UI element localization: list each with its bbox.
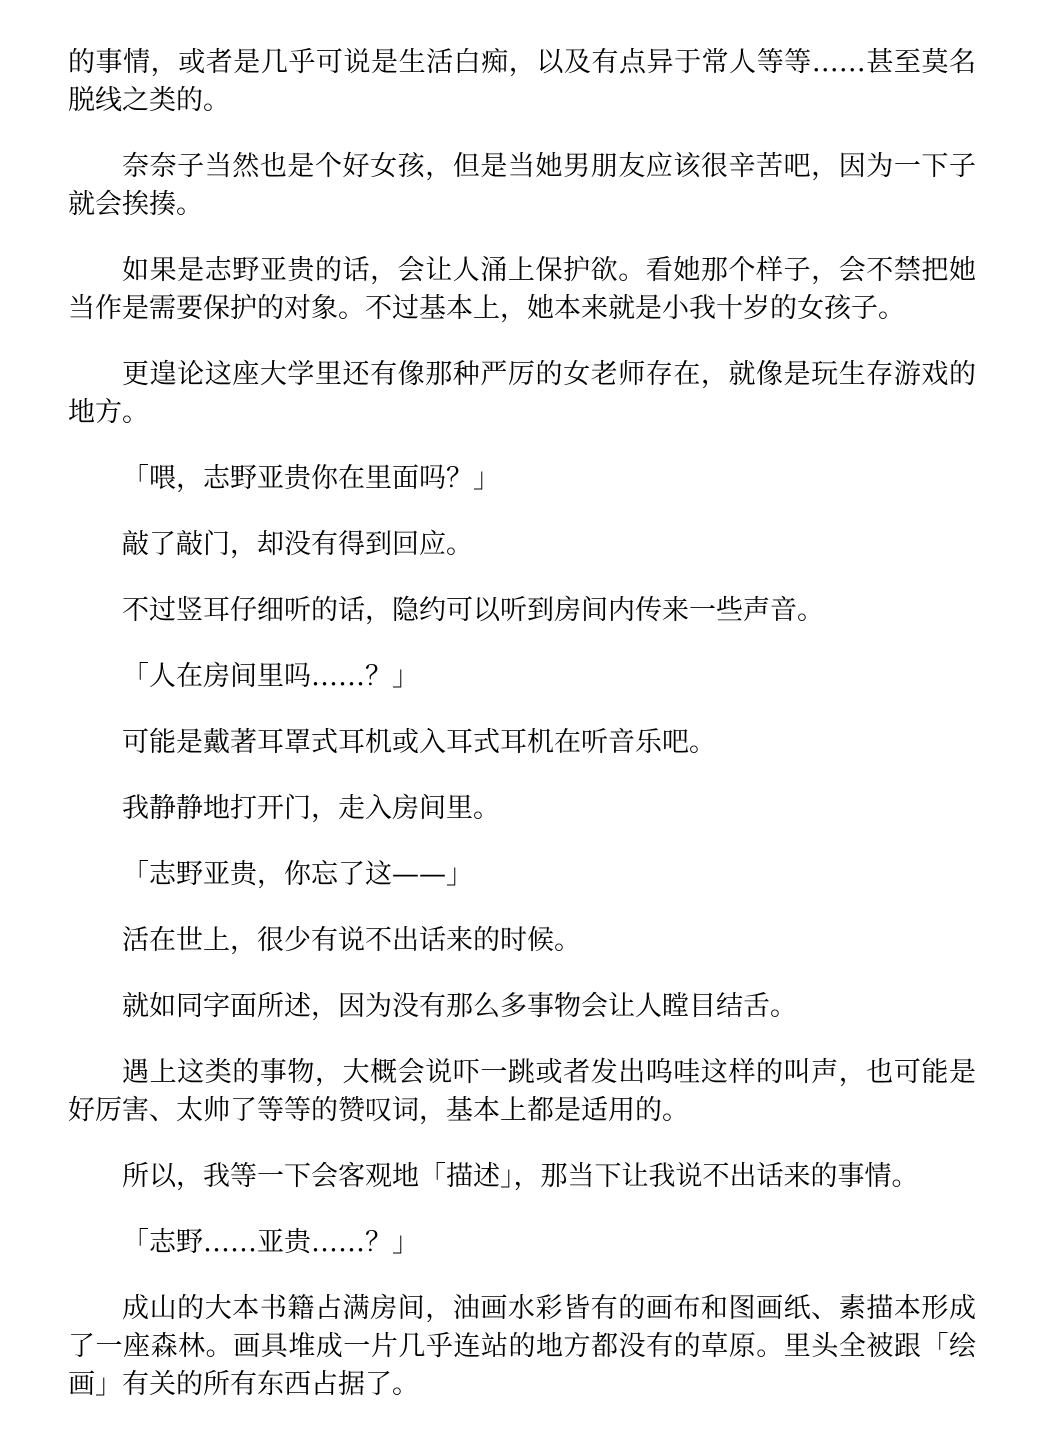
paragraph-describe: 所以，我等一下会客观地「描述」，那当下让我说不出话来的事情。 [122,1161,919,1192]
dialogue-forgot: 「志野亚贵，你忘了这——」 [122,859,473,890]
paragraph-open-door: 我静静地打开门，走入房间里。 [122,793,500,824]
paragraph-knock: 敲了敲门，却没有得到回应。 [122,529,473,560]
dialogue-shino-aki: 「志野……亚贵……？」 [122,1227,419,1258]
paragraph-literal: 就如同字面所述，因为没有那么多事物会让人瞠目结舌。 [122,991,797,1022]
paragraph-shinoaki-protect: 如果是志野亚贵的话，会让人涌上保护欲。看她那个样子，会不禁把她当作是需要保护的对象。不过基本上，她本来就是小我十岁的女孩子。 [68,255,976,324]
dialogue-call-out: 「喂，志野亚贵你在里面吗？」 [122,463,500,494]
paragraph-speechless: 活在世上，很少有说不出话来的时候。 [122,925,581,956]
paragraph-continuation: 的事情，或者是几乎可说是生活白痴，以及有点异于常人等等……甚至莫名脱线之类的。 [68,47,976,116]
paragraph-nanako: 奈奈子当然也是个好女孩，但是当她男朋友应该很辛苦吧，因为一下子就会挨揍。 [68,151,976,220]
paragraph-listen: 不过竖耳仔细听的话，隐约可以听到房间内传来一些声音。 [122,595,824,626]
paragraph-headphones: 可能是戴著耳罩式耳机或入耳式耳机在听音乐吧。 [122,727,716,758]
paragraph-reactions: 遇上这类的事物，大概会说吓一跳或者发出呜哇这样的叫声，也可能是好厉害、太帅了等等的赞叹词，基本上都是适用的。 [68,1057,976,1126]
paragraph-university: 更遑论这座大学里还有像那种严厉的女老师存在，就像是玩生存游戏的地方。 [68,359,976,428]
paragraph-room-description: 成山的大本书籍占满房间，油画水彩皆有的画布和图画纸、素描本形成了一座森林。画具堆成一片几乎连站的地方都没有的草原。里头全被跟「绘画」有关的所有东西占据了。 [68,1293,976,1400]
dialogue-in-room: 「人在房间里吗……？」 [122,661,419,692]
document-page [68,44,976,1432]
